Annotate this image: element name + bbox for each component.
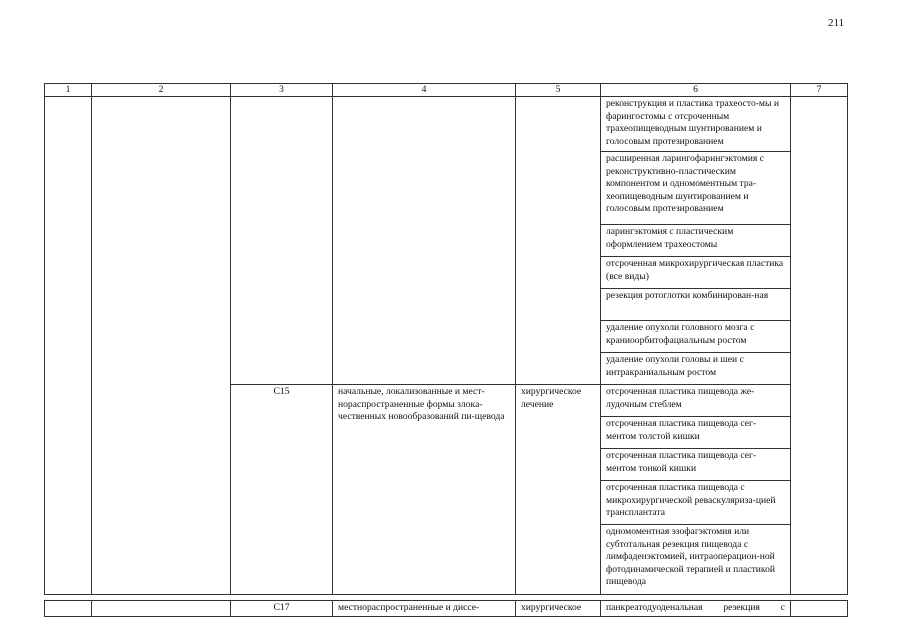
- method-cell: отсроченная пластика пищевода сег-ментом толстой кишки: [601, 417, 791, 449]
- diagnosis-cell: [333, 97, 516, 385]
- col7-cell: [791, 97, 848, 595]
- column-number: 5: [516, 84, 601, 97]
- method-cell: реконструкция и пластика трахеосто-мы и фарингостомы с отсроченным трахеопищеводным шунтированием и голосовым протезированием: [601, 97, 791, 152]
- code-cell: C17: [231, 601, 333, 617]
- code-cell: [231, 97, 333, 385]
- column-number: 3: [231, 84, 333, 97]
- method-cell: одномоментная эзофагэктомия или субтотальная резекция пищевода с лимфаденэктомией, интраоперацион-ной фотодинамической терапией и пластикой пищевода: [601, 525, 791, 595]
- method-cell: отсроченная пластика пищевода же-лудочным стеблем: [601, 385, 791, 417]
- column-number: 2: [92, 84, 231, 97]
- page-number: 211: [828, 17, 845, 29]
- col2-cell: [92, 97, 231, 595]
- diagnosis-cell: начальные, локализованные и мест-нораспространенные формы злока-чественных новообразований пи-щевода: [333, 385, 516, 595]
- column-number: 7: [791, 84, 848, 97]
- method-cell: расширенная ларингофарингэктомия с реконструктивно-пластическим компонентом и одномоментным тра-хеопищеводным шунтированием и голосовым протезированием: [601, 152, 791, 225]
- treatment-cell: [516, 97, 601, 385]
- table-header-row: [45, 84, 848, 97]
- method-cell: отсроченная микрохирургическая пластика (все виды): [601, 257, 791, 289]
- col7-cell: [791, 601, 848, 617]
- col1-cell: [45, 97, 92, 595]
- treatment-cell: хирургическое лечение: [516, 385, 601, 595]
- method-cell: удаление опухоли головы и шеи с интракраниальным ростом: [601, 353, 791, 385]
- column-number: 4: [333, 84, 516, 97]
- diagnosis-cell: местнораспространенные и диссе-: [333, 601, 516, 617]
- procedures-table-continued: [44, 600, 848, 617]
- column-number: 6: [601, 84, 791, 97]
- method-cell: отсроченная пластика пищевода с микрохирургической реваскуляриза-цией трансплантата: [601, 481, 791, 525]
- col2-cell: [92, 601, 231, 617]
- column-number: 1: [45, 84, 92, 97]
- method-cell: резекция ротоглотки комбинирован-ная: [601, 289, 791, 321]
- method-cell: ларингэктомия с пластическим оформлением трахеостомы: [601, 225, 791, 257]
- method-cell: панкреатодуоденальная резекция с: [601, 601, 791, 617]
- treatment-cell: хирургическое: [516, 601, 601, 617]
- method-cell: удаление опухоли головного мозга с краниоорбитофациальным ростом: [601, 321, 791, 353]
- method-cell: отсроченная пластика пищевода сег-ментом тонкой кишки: [601, 449, 791, 481]
- procedures-table: [44, 83, 848, 595]
- code-cell: C15: [231, 385, 333, 595]
- col1-cell: [45, 601, 92, 617]
